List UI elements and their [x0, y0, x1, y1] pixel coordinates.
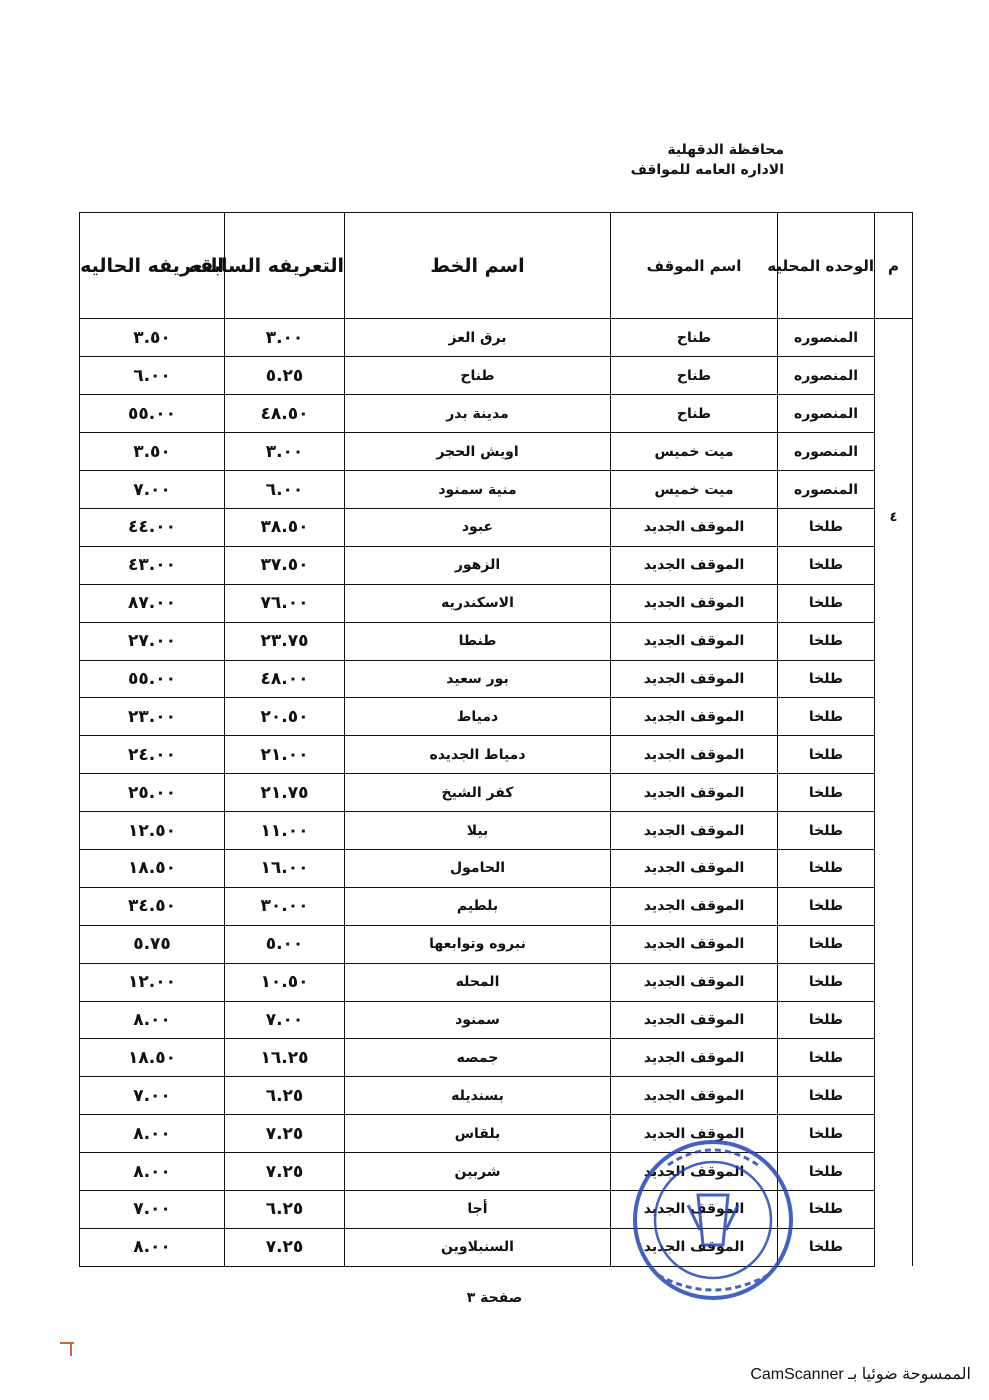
table-row — [80, 925, 913, 963]
previous-fare-cell: ٢٠.٥٠ — [225, 698, 345, 736]
table-row — [80, 812, 913, 850]
row-index — [875, 925, 913, 963]
line-name-cell: اويش الحجر — [345, 433, 611, 471]
local-unit-cell: طلخا — [778, 887, 875, 925]
previous-fare-cell: ٦.٢٥ — [225, 1077, 345, 1115]
local-unit-cell: طلخا — [778, 660, 875, 698]
row-index — [875, 546, 913, 584]
previous-fare-cell: ٧.٢٥ — [225, 1115, 345, 1153]
current-fare-cell: ٥٥.٠٠ — [80, 660, 225, 698]
local-unit-cell: طلخا — [778, 584, 875, 622]
station-cell: ميت خميس — [611, 433, 778, 471]
current-fare-cell: ١٢.٠٠ — [80, 963, 225, 1001]
table-row — [80, 698, 913, 736]
local-unit-cell: طلخا — [778, 1115, 875, 1153]
station-cell: الموقف الجديد — [611, 887, 778, 925]
row-index — [875, 963, 913, 1001]
row-index — [875, 1001, 913, 1039]
local-unit-cell: المنصوره — [778, 471, 875, 509]
page-number: صفحة ٣ — [466, 1290, 523, 1306]
line-name-cell: طناح — [345, 357, 611, 395]
station-cell: طناح — [611, 395, 778, 433]
table-row — [80, 849, 913, 887]
previous-fare-cell: ٤٨.٠٠ — [225, 660, 345, 698]
table-row — [80, 508, 913, 546]
current-fare-cell: ٧.٠٠ — [80, 471, 225, 509]
station-cell: الموقف الجديد — [611, 1190, 778, 1228]
current-fare-cell: ٤٤.٠٠ — [80, 508, 225, 546]
header-previous-fare: التعريفه السابقه — [225, 213, 345, 319]
station-cell: الموقف الجديد — [611, 546, 778, 584]
previous-fare-cell: ١٠.٥٠ — [225, 963, 345, 1001]
document-header — [544, 140, 784, 180]
row-index — [875, 1039, 913, 1077]
local-unit-cell: طلخا — [778, 1077, 875, 1115]
station-cell: الموقف الجديد — [611, 1077, 778, 1115]
station-cell: طناح — [611, 319, 778, 357]
local-unit-cell: طلخا — [778, 622, 875, 660]
row-index — [875, 660, 913, 698]
station-cell: الموقف الجديد — [611, 508, 778, 546]
station-cell: الموقف الجديد — [611, 963, 778, 1001]
station-cell: الموقف الجديد — [611, 736, 778, 774]
local-unit-cell: طلخا — [778, 508, 875, 546]
previous-fare-cell: ٢١.٠٠ — [225, 736, 345, 774]
current-fare-cell: ٣.٥٠ — [80, 433, 225, 471]
current-fare-cell: ٨٧.٠٠ — [80, 584, 225, 622]
line-name-cell: الحامول — [345, 849, 611, 887]
table-row — [80, 433, 913, 471]
table-row — [80, 471, 913, 509]
line-name-cell: شربين — [345, 1153, 611, 1191]
local-unit-cell: طلخا — [778, 1001, 875, 1039]
scan-mark — [70, 1344, 72, 1356]
row-index — [875, 812, 913, 850]
table-row — [80, 357, 913, 395]
current-fare-cell: ١٢.٥٠ — [80, 812, 225, 850]
local-unit-cell: طلخا — [778, 546, 875, 584]
row-index — [875, 698, 913, 736]
line-name-cell: بور سعيد — [345, 660, 611, 698]
station-cell: الموقف الجديد — [611, 1115, 778, 1153]
previous-fare-cell: ٣.٠٠ — [225, 433, 345, 471]
line-name-cell: بلطيم — [345, 887, 611, 925]
line-name-cell: جمصه — [345, 1039, 611, 1077]
local-unit-cell: المنصوره — [778, 319, 875, 357]
row-index — [875, 1228, 913, 1266]
row-index — [875, 584, 913, 622]
station-cell: طناح — [611, 357, 778, 395]
governorate-name: محافظة الدقهلية — [667, 142, 784, 158]
current-fare-cell: ٢٥.٠٠ — [80, 774, 225, 812]
table-row — [80, 963, 913, 1001]
line-name-cell: كفر الشيخ — [345, 774, 611, 812]
station-cell: الموقف الجديد — [611, 1039, 778, 1077]
current-fare-cell: ٨.٠٠ — [80, 1228, 225, 1266]
table-header-row — [80, 213, 913, 319]
line-name-cell: المحله — [345, 963, 611, 1001]
station-cell: الموقف الجديد — [611, 774, 778, 812]
previous-fare-cell: ٧٦.٠٠ — [225, 584, 345, 622]
local-unit-cell: طلخا — [778, 849, 875, 887]
current-fare-cell: ١٨.٥٠ — [80, 1039, 225, 1077]
table-row — [80, 319, 913, 357]
previous-fare-cell: ٧.٢٥ — [225, 1153, 345, 1191]
line-name-cell: بيلا — [345, 812, 611, 850]
table-row — [80, 395, 913, 433]
line-name-cell: السنبلاوين — [345, 1228, 611, 1266]
previous-fare-cell: ١١.٠٠ — [225, 812, 345, 850]
row-index — [875, 1115, 913, 1153]
previous-fare-cell: ١٦.٠٠ — [225, 849, 345, 887]
local-unit-cell: طلخا — [778, 698, 875, 736]
local-unit-cell: المنصوره — [778, 395, 875, 433]
row-index: ٤ — [875, 508, 913, 546]
line-name-cell: أجا — [345, 1190, 611, 1228]
line-name-cell: مدينة بدر — [345, 395, 611, 433]
current-fare-cell: ٦.٠٠ — [80, 357, 225, 395]
table-row — [80, 1039, 913, 1077]
current-fare-cell: ٧.٠٠ — [80, 1190, 225, 1228]
row-index — [875, 1077, 913, 1115]
line-name-cell: الزهور — [345, 546, 611, 584]
previous-fare-cell: ٧.٠٠ — [225, 1001, 345, 1039]
line-name-cell: منية سمنود — [345, 471, 611, 509]
row-index — [875, 774, 913, 812]
row-index — [875, 622, 913, 660]
header-station: اسم الموقف — [611, 213, 778, 319]
row-index — [875, 471, 913, 509]
line-name-cell: دمياط — [345, 698, 611, 736]
local-unit-cell: طلخا — [778, 1228, 875, 1266]
current-fare-cell: ١٨.٥٠ — [80, 849, 225, 887]
row-index — [875, 433, 913, 471]
previous-fare-cell: ٢١.٧٥ — [225, 774, 345, 812]
previous-fare-cell: ٤٨.٥٠ — [225, 395, 345, 433]
station-cell: الموقف الجديد — [611, 1153, 778, 1191]
local-unit-cell: طلخا — [778, 736, 875, 774]
previous-fare-cell: ٣٠.٠٠ — [225, 887, 345, 925]
previous-fare-cell: ٣٧.٥٠ — [225, 546, 345, 584]
table-row — [80, 622, 913, 660]
previous-fare-cell: ٧.٢٥ — [225, 1228, 345, 1266]
station-cell: الموقف الجديد — [611, 622, 778, 660]
table-row — [80, 1001, 913, 1039]
previous-fare-cell: ٥.٢٥ — [225, 357, 345, 395]
previous-fare-cell: ٢٣.٧٥ — [225, 622, 345, 660]
table-row — [80, 774, 913, 812]
row-index — [875, 357, 913, 395]
line-name-cell: برق العز — [345, 319, 611, 357]
current-fare-cell: ٥.٧٥ — [80, 925, 225, 963]
local-unit-cell: طلخا — [778, 963, 875, 1001]
line-name-cell: بلقاس — [345, 1115, 611, 1153]
current-fare-cell: ٢٧.٠٠ — [80, 622, 225, 660]
previous-fare-cell: ٦.٢٥ — [225, 1190, 345, 1228]
station-cell: الموقف الجديد — [611, 1228, 778, 1266]
header-local-unit: الوحده المحليه — [778, 213, 875, 319]
official-stamp — [628, 1135, 798, 1305]
station-cell: الموقف الجديد — [611, 925, 778, 963]
current-fare-cell: ٧.٠٠ — [80, 1077, 225, 1115]
current-fare-cell: ٥٥.٠٠ — [80, 395, 225, 433]
line-name-cell: طنطا — [345, 622, 611, 660]
table-row — [80, 546, 913, 584]
current-fare-cell: ٢٣.٠٠ — [80, 698, 225, 736]
previous-fare-cell: ٦.٠٠ — [225, 471, 345, 509]
previous-fare-cell: ٥.٠٠ — [225, 925, 345, 963]
current-fare-cell: ٨.٠٠ — [80, 1115, 225, 1153]
table-row — [80, 660, 913, 698]
scanner-watermark: الممسوحة ضوئيا بـ CamScanner — [750, 1366, 971, 1383]
table-row — [80, 736, 913, 774]
header-line: اسم الخط — [345, 213, 611, 319]
station-cell: الموقف الجديد — [611, 1001, 778, 1039]
current-fare-cell: ٨.٠٠ — [80, 1001, 225, 1039]
current-fare-cell: ٤٣.٠٠ — [80, 546, 225, 584]
local-unit-cell: طلخا — [778, 1153, 875, 1191]
row-index — [875, 887, 913, 925]
station-cell: الموقف الجديد — [611, 584, 778, 622]
table-row — [80, 584, 913, 622]
local-unit-cell: طلخا — [778, 1190, 875, 1228]
station-cell: الموقف الجديد — [611, 660, 778, 698]
line-name-cell: بسنديله — [345, 1077, 611, 1115]
line-name-cell: دمياط الجديده — [345, 736, 611, 774]
local-unit-cell: طلخا — [778, 1039, 875, 1077]
station-cell: الموقف الجديد — [611, 698, 778, 736]
row-index — [875, 395, 913, 433]
station-cell: ميت خميس — [611, 471, 778, 509]
previous-fare-cell: ٣.٠٠ — [225, 319, 345, 357]
local-unit-cell: طلخا — [778, 925, 875, 963]
header-index: م — [875, 213, 913, 319]
header-current-fare: التعريفه الحاليه — [80, 213, 225, 319]
current-fare-cell: ٢٤.٠٠ — [80, 736, 225, 774]
local-unit-cell: المنصوره — [778, 357, 875, 395]
row-index — [875, 736, 913, 774]
department-name: الاداره العامه للمواقف — [630, 162, 784, 178]
line-name-cell: الاسكندريه — [345, 584, 611, 622]
local-unit-cell: المنصوره — [778, 433, 875, 471]
table-row — [80, 1077, 913, 1115]
station-cell: الموقف الجديد — [611, 812, 778, 850]
current-fare-cell: ٣.٥٠ — [80, 319, 225, 357]
row-index — [875, 849, 913, 887]
row-index — [875, 1153, 913, 1191]
row-index — [875, 1190, 913, 1228]
row-index — [875, 319, 913, 357]
fares-table — [79, 212, 913, 1267]
line-name-cell: سمنود — [345, 1001, 611, 1039]
current-fare-cell: ٣٤.٥٠ — [80, 887, 225, 925]
line-name-cell: نبروه وتوابعها — [345, 925, 611, 963]
current-fare-cell: ٨.٠٠ — [80, 1153, 225, 1191]
table-row — [80, 887, 913, 925]
line-name-cell: عبود — [345, 508, 611, 546]
previous-fare-cell: ١٦.٢٥ — [225, 1039, 345, 1077]
previous-fare-cell: ٣٨.٥٠ — [225, 508, 345, 546]
local-unit-cell: طلخا — [778, 774, 875, 812]
local-unit-cell: طلخا — [778, 812, 875, 850]
station-cell: الموقف الجديد — [611, 849, 778, 887]
